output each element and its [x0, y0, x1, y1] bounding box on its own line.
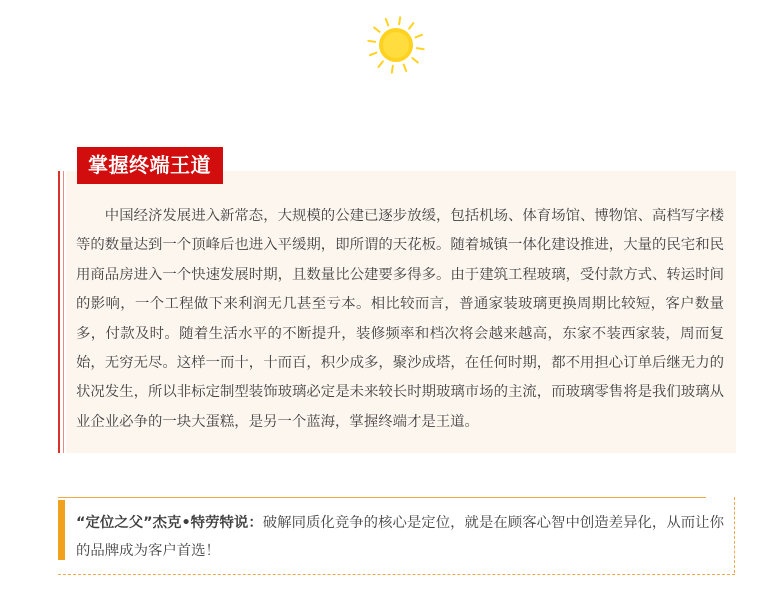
section-body: 中国经济发展进入新常态，大规模的公建已逐步放缓，包括机场、体育场馆、博物馆、高档写字楼等的数量达到一个顶峰后也进入平缓期，即所谓的天花板。随着城镇一体化建设推进，大量的民宅和民用商品房进入一个快速发展时期，且数量比公建要多得多。由于建筑工程玻璃，受付款方式、转运时间的影响，一个工程做下来利润无几甚至亏本。相比较而言，普通家装玻璃更换周期比较短，客户数量多，付款及时。随着生活水平的不断提升，装修频率和档次将会越来越高，东家不装西家装，周而复始，无穷无尽。这样一而十，十而百，积少成多，聚沙成塔，在任何时期，都不用担心订单后继无力的状况发生，所以非标定制型装饰玻璃必定是未来较长时期玻璃市场的主流，而玻璃零售将是我们玻璃从业企业必争的一块大蛋糕，是另一个蓝海，掌握终端才是王道。 [76, 208, 724, 430]
quote-accent-bar [58, 500, 65, 560]
quote-right-rule [734, 497, 735, 573]
quote-bottom-rule [58, 574, 735, 575]
sun-ray [392, 66, 393, 73]
quote-body: 破解同质化竞争的核心是定位，就是在顾客心智中创造差异化，从而让你的品牌成为客户首选！ [76, 515, 724, 559]
quote-text [76, 509, 724, 565]
sun-ray [404, 65, 407, 72]
sun-ray [412, 58, 417, 62]
sun-ray [409, 23, 413, 28]
sun-ray [399, 17, 400, 24]
quote-block [58, 497, 735, 575]
article-section [58, 147, 736, 453]
sun-ray [370, 53, 377, 56]
quote-top-rule [58, 497, 706, 498]
sun-ray [386, 19, 389, 26]
sun-ray [368, 41, 375, 42]
quote-lead: “定位之父”杰克•特劳特说： [76, 515, 263, 531]
sun-ray [374, 28, 379, 32]
sun-ray [417, 48, 424, 49]
left-accent-rule-thin [63, 171, 64, 453]
section-title: 掌握终端王道 [77, 147, 223, 184]
sun-icon [362, 14, 430, 76]
sun-ray [379, 61, 383, 66]
left-accent-rule [58, 171, 60, 453]
sun-ray [416, 35, 423, 38]
